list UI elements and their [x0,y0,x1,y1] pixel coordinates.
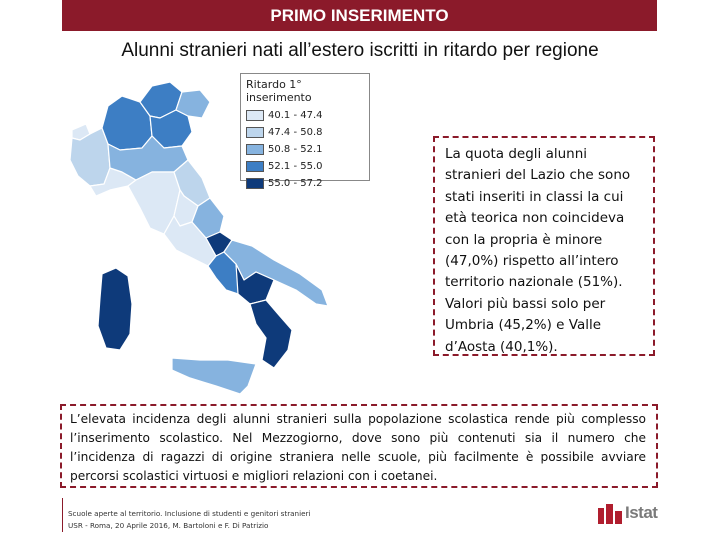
map-legend [240,73,370,189]
summary-text: L’elevata incidenza degli alunni stranieri sulla popolazione scolastica rende più complesso l’inserimento scolastico. Nel Mezzogiorno, dove sono più contenuti sia il numero che l’incidenza di ragazzi di origine straniera nelle scuole, più facilmente è possibile avviare percorsi scolastici virtuosi e migliori relazioni con i coetanei. [70,412,646,483]
map-subtitle: Alunni stranieri nati all’estero iscritti in ritardo per regione [121,40,599,61]
legend-item [246,159,364,174]
legend-swatch [246,144,264,155]
footer-divider [62,498,63,532]
region-calabria [250,300,292,368]
istat-logo-icon [598,502,622,524]
legend-item [246,125,364,140]
legend-item [246,142,364,157]
legend-label: 40.1 - 47.4 [268,110,323,121]
lazio-note-box [433,136,655,356]
footer-line-1: Scuole aperte al territorio. Inclusione di studenti e genitori stranieri [68,509,311,518]
istat-logo [598,502,657,524]
summary-box [60,404,658,488]
header-bar [62,0,657,31]
footer [68,508,310,532]
legend-label: 47.4 - 50.8 [268,127,323,138]
legend-swatch [246,161,264,172]
region-sardegna [98,268,132,350]
region-sicilia [172,358,256,394]
legend-item [246,108,364,123]
legend-title: Ritardo 1° inserimento [246,78,312,104]
legend-label: 50.8 - 52.1 [268,144,323,155]
istat-logo-text: Istat [625,503,658,522]
legend-item [246,176,364,191]
page-title: PRIMO INSERIMENTO [270,6,449,25]
lazio-note-text: La quota degli alunni stranieri del Lazio che sono stati inseriti in classi la cui età teorica non coincideva con la propria è minore (47,0%) rispetto all’intero territorio nazionale (51%). Valori più bassi solo per Umbria (45,2%) e Valle d’Aosta (40,1%). [445,146,631,355]
legend-label: 52.1 - 55.0 [268,161,323,172]
legend-label: 55.0 - 57.2 [268,178,323,189]
legend-swatch [246,178,264,189]
footer-line-2: USR - Roma, 20 Aprile 2016, M. Bartoloni e F. Di Patrizio [68,521,269,530]
legend-swatch [246,127,264,138]
legend-swatch [246,110,264,121]
